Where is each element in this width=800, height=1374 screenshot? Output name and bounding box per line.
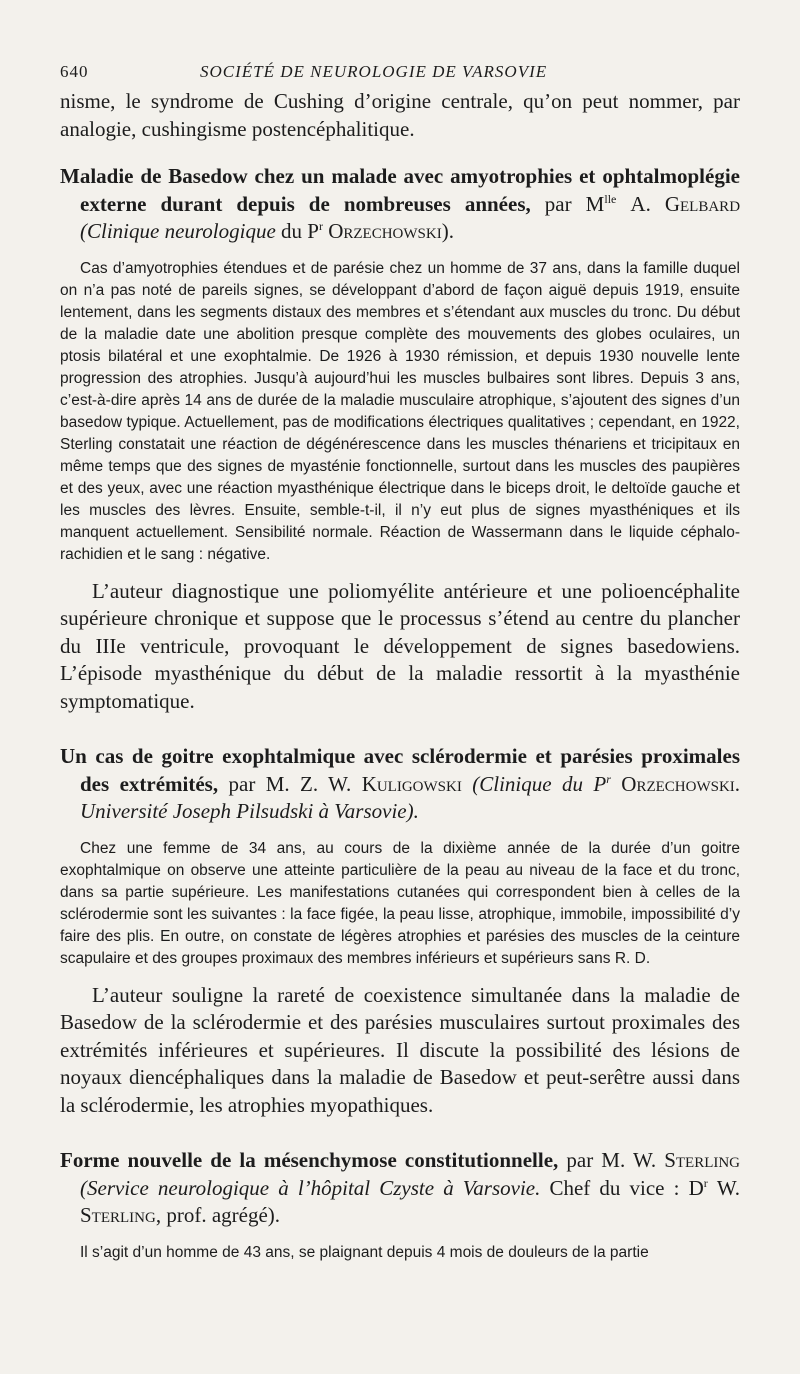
article-2-chief-prefix-sup: r — [606, 771, 611, 786]
article-3-abstract-start: Il s’agit d’un homme de 43 ans, se plaignant depuis 4 mois de douleurs de la partie — [80, 1243, 649, 1261]
article-2-university: Université Joseph Pilsudski à Varsovie). — [80, 799, 419, 823]
article-1-chief: Orzechowski). — [328, 219, 454, 243]
article-1-author: A. Gelbard — [630, 191, 741, 216]
article-2-heading — [60, 743, 740, 826]
article-2-chief: Orzechowski. — [621, 771, 741, 796]
running-head — [60, 62, 740, 88]
article-3-author: Sterling — [664, 1148, 741, 1172]
article-3-heading — [60, 1147, 740, 1230]
article-3-affiliation: (Service neurologique à l’hôpital Czyste à Varsovie. — [80, 1175, 541, 1200]
article-1-author-prefix-sup: lle — [604, 191, 617, 206]
article-3-chief-prefix-sup: r — [703, 1175, 708, 1190]
article-3-chief-title: prof. agrégé). — [166, 1203, 281, 1227]
article-1-affiliation: (Clinique neurologique — [80, 219, 276, 243]
article-2-author: M. Z. W. Kuligowski — [265, 771, 462, 796]
article-2-by: par — [228, 771, 256, 796]
article-1-abstract: Cas d’amyotrophies étendues et de parésie chez un homme de 37 ans, dans la famille duquel on n’a pas noté de pareils signes, se développant d’abord de façon aiguë depuis 1919, ensuite lentement, dans les segments distaux des membres et s’étendant aux muscles du tronc. Du début de la maladie date une abolition presque complète des mouvements des globes oculaires, un ptosis bilatéral et une exophtalmie. De 1926 à 1930 rémission, et depuis 1930 nouvelle lente progression des atrophies. Jusqu’à aujourd’hui les muscles bulbaires sont libres. Depuis 3 ans, c’est-à-dire après 14 ans de durée de la maladie musculaire atrophique, s’ajoutent des signes d’un basedow typique. Actuellement, pas de modifications électriques qualitatives ; cependant, en 1922, Sterling constatait une réaction de dégénérescence dans les muscles thénariens et tricipitaux en même temps que des signes de myasténie fonctionnelle, surtout dans les muscles des paupières et des yeux, avec une réaction myasthénique électrique dans le biceps droit, le deltoïde gauche et les muscles des lèvres. Ensuite, semble-t-il, il n’y eut plus de signes myasthéniques et ils manquent actuellement. Sensibilité normale. Réaction de Wassermann dans le liquide céphalo-rachidien et le sang : négative. — [60, 259, 740, 563]
article-1-chief-prefix-sup: r — [318, 219, 323, 233]
journal-title: SOCIÉTÉ DE NEUROLOGIE DE VARSOVIE — [200, 62, 548, 81]
article-2-title: Un cas de goitre exophtalmique avec sclérodermie et parésies proximales des extrémités, — [60, 744, 740, 796]
article-2-abstract: Chez une femme de 34 ans, au cours de la dixième année de la durée d’un goitre exophtalmique on observe une atteinte particulière de la peau au niveau de la face et du tronc, dans sa partie supérieure. Les manifestations cutanées qui correspondent bien à celles de la sclérodermie sont les suivantes : la face figée, la peau lisse, atrophique, immobile, impossibilité d’y faire des plis. En outre, on constate de légères atrophies et parésies des muscles de la ceinture scapulaire et des groupes proximaux des membres inférieurs et supérieurs sans R. D. — [60, 839, 740, 967]
page — [60, 62, 740, 1264]
article-3-chief: W. Sterling, — [80, 1175, 740, 1227]
article-2-affiliation: (Clinique du — [472, 771, 583, 796]
article-1-title: Maladie de Basedow chez un malade avec amyotrophies et ophtalmoplégie externe durant depuis de nombreuses années, — [60, 164, 740, 216]
article-1-heading — [60, 163, 740, 246]
article-1-author-prefix: M — [585, 191, 605, 216]
intro-paragraph: nisme, le syndrome de Cushing d’origine centrale, qu’on peut nommer, par analogie, cushingisme postencéphalitique. — [60, 89, 740, 141]
article-1-by: par — [544, 191, 572, 216]
article-3-chief-prefix: D — [688, 1175, 704, 1200]
article-3-chief-label: Chef du vice : — [549, 1175, 680, 1200]
article-1-affiliation-tail: du — [281, 219, 303, 243]
article-1-comment: L’auteur diagnostique une poliomyélite antérieure et une polioencéphalite supérieure chronique et suppose que le processus s’étend au centre du plancher du IIIe ventricule, provoquant le développement de signes basedowiens. L’épisode myasthénique du début de la maladie ressortit à la myasthénie symptomatique. — [60, 578, 740, 713]
article-3-title: Forme nouvelle de la mésenchymose constitutionnelle, — [60, 1148, 559, 1172]
page-number: 640 — [60, 62, 89, 81]
article-3-by: par M. W. — [566, 1148, 657, 1172]
article-1-chief-prefix: P — [307, 219, 319, 243]
article-2-chief-prefix: P — [593, 771, 607, 796]
article-2-comment: L’auteur souligne la rareté de coexistence simultanée dans la maladie de Basedow de la sclérodermie et des parésies musculaires surtout proximales des extrémités inférieures et supérieures. Il discute la possibilité des lésions de noyaux diencéphaliques dans la maladie de Basedow et peut-serêtre aussi dans la sclérodermie, les atrophies myopathiques. — [60, 982, 740, 1117]
